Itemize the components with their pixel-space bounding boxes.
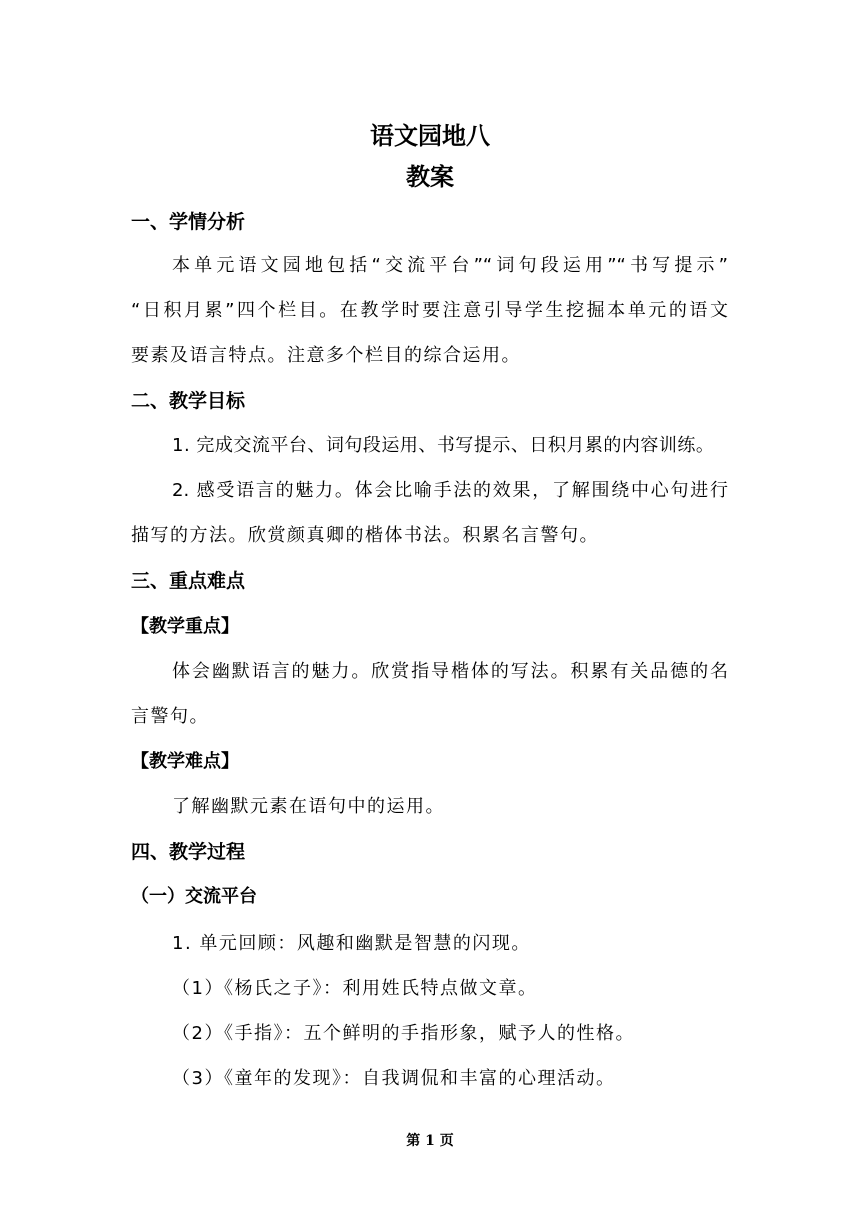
section-heading-4: 四、教学过程 [131,841,246,863]
list-item: 2. 感受语言的魅力。体会比喻手法的效果，了解围绕中心句进行 [172,480,728,501]
difficulty-label: 【教学难点】 [131,751,239,772]
list-item: 1. 完成交流平台、词句段运用、书写提示、日积月累的内容训练。 [172,435,715,456]
page-number: 第 1 页 [406,1133,454,1149]
paragraph-line: 要素及语言特点。注意多个栏目的综合运用。 [131,345,521,366]
key-points-label: 【教学重点】 [131,616,239,637]
doc-subtitle: 教案 [406,163,454,191]
sub-list-item: （3）《童年的发现》：自我调侃和丰富的心理活动。 [172,1068,616,1089]
doc-title: 语文园地八 [370,122,490,150]
subsection-heading: （一）交流平台 [131,886,257,907]
sub-list-item: （1）《杨氏之子》：利用姓氏特点做文章。 [172,978,538,999]
section-heading-3: 三、重点难点 [131,570,246,592]
sub-list-item: （2）《手指》：五个鲜明的手指形象，赋予人的性格。 [172,1023,635,1044]
section-heading-2: 二、教学目标 [131,390,246,412]
section-heading-1: 一、学情分析 [131,211,246,233]
paragraph-line: 体会幽默语言的魅力。欣赏指导楷体的写法。积累有关品德的名 [172,661,728,682]
paragraph-line: 言警句。 [131,706,209,727]
paragraph-line: 本单元语文园地包括“交流平台”“词句段运用”“书写提示” [172,255,728,276]
paragraph-line: 了解幽默元素在语句中的运用。 [172,796,445,817]
paragraph-line: “日积月累”四个栏目。在教学时要注意引导学生挖掘本单元的语文 [131,300,728,321]
paragraph-line: 描写的方法。欣赏颜真卿的楷体书法。积累名言警句。 [131,525,599,546]
list-item: 1. 单元回顾：风趣和幽默是智慧的闪现。 [172,933,531,954]
